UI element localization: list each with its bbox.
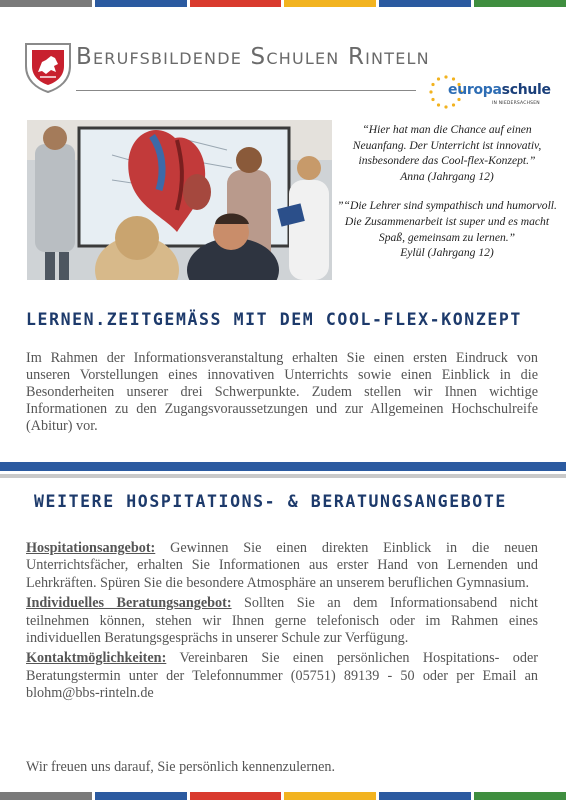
stripe-segment	[474, 792, 566, 800]
bottom-color-stripe	[0, 792, 566, 800]
stripe-segment	[284, 792, 376, 800]
top-color-stripe	[0, 0, 566, 7]
europaschule-wordmark	[448, 82, 551, 98]
offer-text: Sollten Sie an dem Informationsabend nicht teilnehmen können, stehen wir Ihnen gerne telefonisch oder im Rahmen eines individuellen Beratungsgesprächs in unserer Schule zur Verfügung.	[26, 595, 538, 647]
testimonial	[336, 198, 558, 260]
offer-text: Gewinnen Sie einen direkten Einblick in die neuen Unterrichtsfächer, erhalten Sie Informationen aus erster Hand von Lernenden und Lehrkräften. Spüren Sie die besondere Atmosphäre an unserem beruflichen Gymnasium.	[26, 540, 538, 591]
testimonial-author: Anna (Jahrgang 12)	[400, 169, 494, 183]
stripe-segment	[95, 792, 187, 800]
intro-paragraph: Im Rahmen der Informationsveranstaltung erhalten Sie einen ersten Eindruck von unseren Vorstellungen eines innovativen Unterrichts sowie einen Einblick in die Besonderheiten unserer drei Schwerpunkte. Zudem stellen wir Ihnen wichtige Informationen zu den Zugangsvoraussetzungen und zur Allgemeinen Hochschulreife (Abitur) vor.	[26, 350, 538, 434]
offer-item-hospitation	[26, 540, 538, 592]
testimonial-quote: “Hier hat man die Chance auf einen Neuanfang. Der Unterricht ist innovativ, insbesondere das Cool-flex-Konzept.”	[352, 123, 542, 168]
section-title-offers: WEITERE HOSPITATIONS- & BERATUNGSANGEBOTE	[34, 492, 507, 511]
offer-text: Vereinbaren Sie einen persönlichen Hospitations- oder Beratungstermin unter der Telefonnummer (05751) 89139 - 50 oder per Email an blohm@bbs-rinteln.de	[26, 650, 538, 702]
stripe-segment	[284, 0, 376, 7]
stripe-segment	[474, 0, 566, 7]
testimonial-author: Eylül (Jahrgang 12)	[400, 246, 494, 260]
section-divider-grey	[0, 474, 566, 478]
testimonial	[336, 122, 558, 184]
offer-item-kontakt	[26, 650, 538, 702]
stripe-segment	[0, 0, 92, 7]
europaschule-subtitle: IN NIEDERSACHSEN	[492, 101, 540, 106]
school-header	[24, 40, 551, 110]
offer-label: Hospitationsangebot:	[26, 540, 156, 556]
offer-item-beratung	[26, 595, 538, 647]
stripe-segment	[379, 792, 471, 800]
header-divider	[76, 90, 416, 91]
classroom-photo	[27, 120, 332, 280]
stripe-segment	[190, 792, 282, 800]
offer-label: Individuelles Beratungsangebot:	[26, 595, 232, 612]
closing-line: Wir freuen uns darauf, Sie persönlich kennenzulernen.	[26, 759, 336, 775]
stripe-segment	[0, 792, 92, 800]
stripe-segment	[379, 0, 471, 7]
section-title-cool-flex: LERNEN.ZEITGEMÄSS MIT DEM COOL-FLEX-KONZEPT	[26, 310, 522, 329]
offers-list	[26, 540, 538, 706]
offer-label: Kontaktmöglichkeiten:	[26, 650, 167, 667]
testimonial-quote: ”“Die Lehrer sind sympathisch und humorvoll. Die Zusammenarbeit ist super und es macht Spaß, gemeinsam zu lernen.”	[337, 199, 557, 244]
school-name: Berufsbildende Schulen Rinteln	[76, 44, 430, 70]
stripe-segment	[190, 0, 282, 7]
testimonials	[336, 122, 558, 275]
school-crest-icon	[24, 42, 72, 94]
europa-word-part: europa	[448, 82, 502, 98]
stripe-segment	[95, 0, 187, 7]
schule-word-part: schule	[501, 82, 551, 98]
section-divider-blue	[0, 462, 566, 471]
europaschule-logo	[426, 74, 551, 110]
